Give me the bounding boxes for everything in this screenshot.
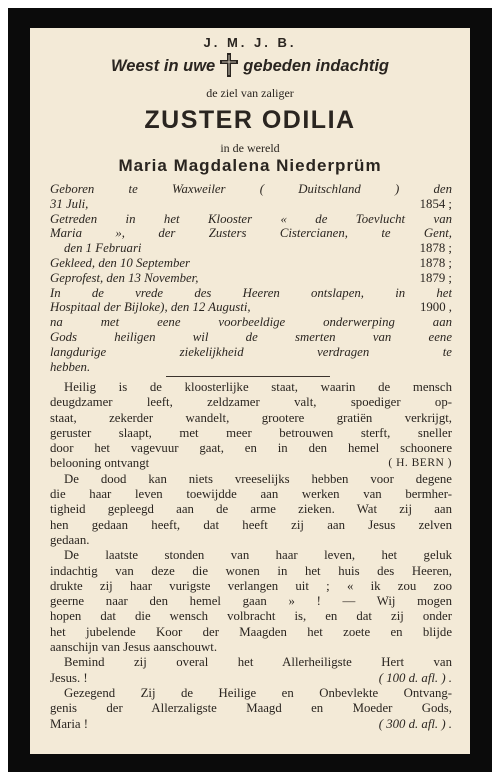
text-line: door het vagevuur gaat, en in den hemel schoonere (50, 441, 452, 456)
text-line: Heilig is de kloosterlijke staat, waarin de mensch (64, 380, 452, 394)
bio-year: 1879 ; (419, 270, 452, 285)
section-divider (166, 376, 330, 377)
bio-line: Gods heiligen wil de smerten van eene (50, 329, 452, 344)
text-line: genis der Allerzaligste Maagd en Moeder Gods, (50, 701, 452, 716)
text-line: tigheid gepleegd aan de arme zieken. Wat zij aan (50, 502, 452, 517)
bio-line: Geprofest, den 13 November, 1879 ; (50, 270, 452, 285)
bio-line: Geboren te Waxweiler ( Duitschland ) den (50, 182, 452, 196)
text-line: drukte zij haar vurigste verlangen uit ; « ik zou zoo (50, 578, 452, 593)
bio-year: 1900 , (420, 300, 452, 315)
text-line: De laatste stonden van haar leven, het geluk (64, 548, 452, 563)
text-line: De dood kan niets vreeselijks hebben voor degene (64, 471, 452, 486)
text-line: Gezegend Zij de Heilige en Onbevlekte Ontvang- (64, 685, 452, 700)
bio-year: 1878 ; (419, 241, 452, 256)
bio-line: Maria », der Zusters Cistercianen, te Gent, (50, 226, 452, 241)
text-line: belooning ontvangt ( H. BERN ) (50, 456, 452, 471)
bio-line: In de vrede des Heeren ontslapen, in het (50, 285, 452, 300)
bio-line: hebben. (50, 359, 91, 374)
bio-year: 1878 ; (419, 255, 452, 270)
bio-line: 31 Juli, 1854 ; (50, 196, 452, 211)
text-line: geruster slaapt, met meer betrouwen sterft, sneller (50, 425, 452, 440)
text-line: deugdzamer leeft, zeldzamer valt, spoediger op- (50, 395, 452, 410)
text-line: Jesus. ! ( 100 d. afl. ) . (50, 670, 452, 685)
soul-line: de ziel van zaliger (206, 86, 294, 100)
text-line: het jubelende Koor der Maagden het zoete en blijde (50, 624, 452, 639)
text-line: Bemind zij overal het Allerheiligste Hert van (64, 655, 452, 670)
invocation-after: gebeden indachtig (243, 57, 389, 75)
deceased-name: ZUSTER ODILIA (144, 106, 356, 134)
text-line: indachtig van deze die wonen in het huis des Heeren, (50, 563, 452, 578)
text-line: geerne naar den hemel gaan » ! — Wij mogen (50, 594, 452, 609)
biography-block (50, 182, 452, 374)
initials-heading: J. M. J. B. (203, 35, 297, 50)
bio-line: Gekleed, den 10 September 1878 ; (50, 255, 452, 270)
memorial-card (30, 28, 470, 754)
invocation-before: Weest in uwe (111, 57, 216, 75)
text-line: aanschijn van Jesus aanschouwt. (50, 640, 218, 655)
indulgence-note: ( 100 d. afl. ) . (378, 670, 452, 685)
bio-line: Hospitaal der Bijloke), den 12 Augusti, 1900 , (50, 300, 452, 315)
text-line: hen gedaan heeft, dat heeft zij aan Jesus zelven (50, 517, 452, 532)
bio-year: 1854 ; (419, 196, 452, 211)
devotional-text (50, 380, 452, 732)
secular-name: Maria Magdalena Niederprüm (118, 156, 382, 175)
bio-line: Getreden in het Klooster « de Toevlucht van (50, 211, 452, 226)
cross-icon (219, 52, 239, 83)
text-line: die haar leven toewijdde aan werken van bermher- (50, 487, 452, 502)
bio-line: den 1 Februari 1878 ; (64, 241, 452, 256)
invocation-line (30, 52, 470, 83)
world-line: in de wereld (220, 141, 280, 155)
text-line: Maria ! ( 300 d. afl. ) . (50, 716, 452, 731)
text-line: staat, zekerder wandelt, grootere gratiën verkrijgt, (50, 410, 452, 425)
bio-line: langdurige ziekelijkheid verdragen te (50, 344, 452, 359)
text-line: gedaan. (50, 532, 90, 547)
bio-line: na met eene voorbeeldige onderwerping aan (50, 315, 452, 330)
citation: ( H. BERN ) (388, 457, 452, 470)
indulgence-note: ( 300 d. afl. ) . (378, 716, 452, 731)
text-line: hopen dat die wensch volbracht is, en dat zij onder (50, 609, 452, 624)
